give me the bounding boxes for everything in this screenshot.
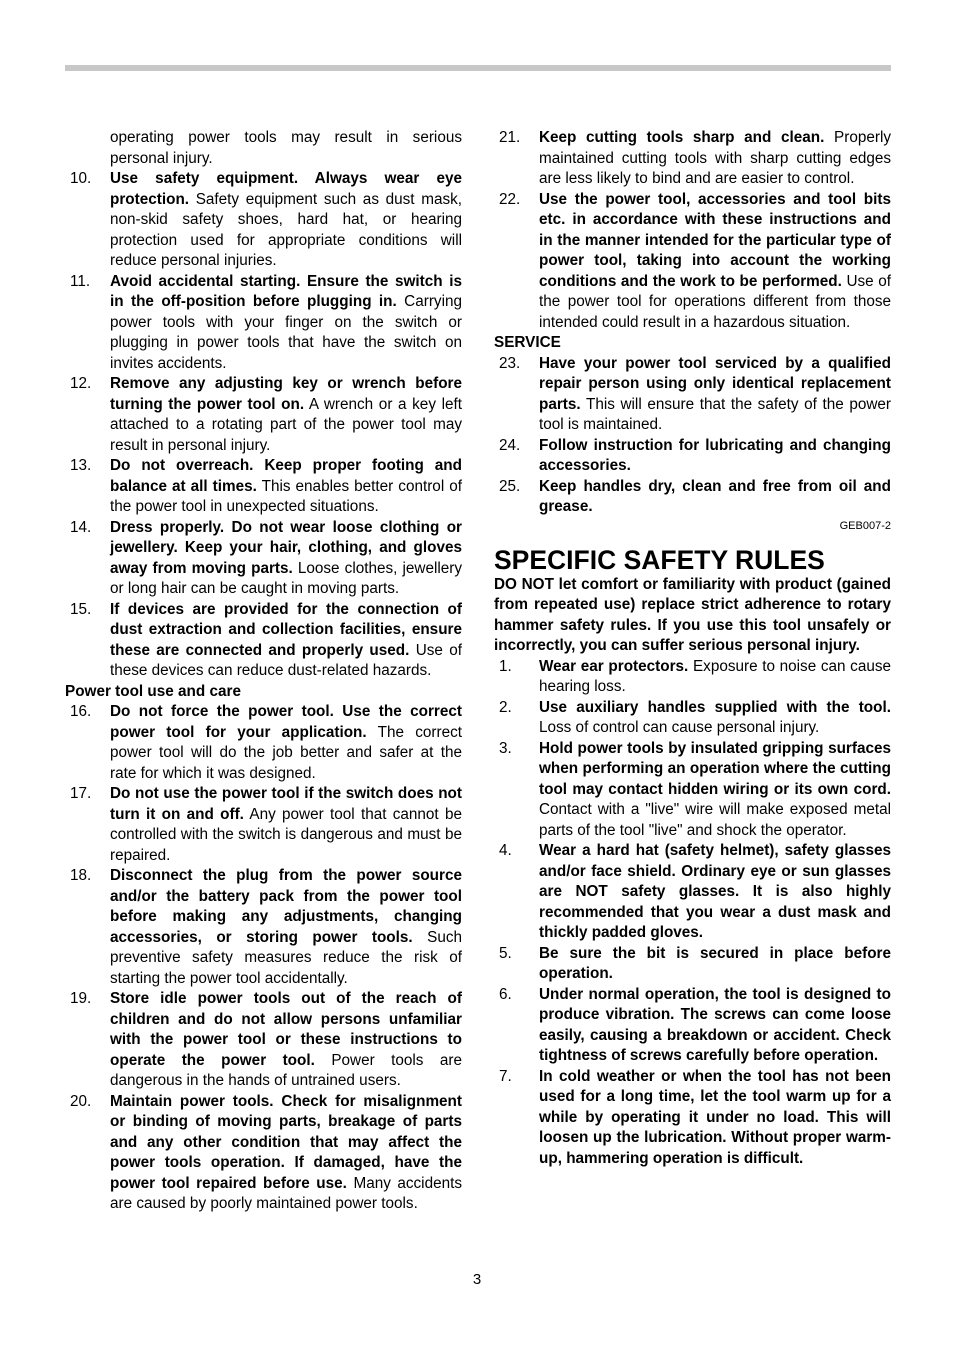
list-item xyxy=(65,600,462,682)
item-bold-text: Avoid accidental starting. Ensure the switch is in the off-position before plugging in. xyxy=(110,272,462,310)
left-list-b xyxy=(65,702,462,1215)
item-text: Exposure to noise can cause hearing loss. xyxy=(539,657,892,695)
page-number: 3 xyxy=(472,1271,482,1288)
item-number: 12. xyxy=(70,375,92,392)
list-item xyxy=(494,657,891,698)
list-item xyxy=(65,989,462,1092)
left-list-a xyxy=(65,169,462,682)
item-number: 14. xyxy=(70,518,92,536)
item-bold-text: Use the power tool, accessories and tool bits etc. in accordance with these instructions and in the manner intended for the particular type of power tool, taking into account the working conditions and the work to be performed. xyxy=(539,190,891,290)
list-item xyxy=(494,841,891,944)
item-number: 25. xyxy=(499,477,521,495)
item-number: 11. xyxy=(70,272,91,290)
item-number: 10. xyxy=(70,170,92,187)
item-bold-text: In cold weather or when the tool has not been used for a long time, let the tool warm up for a while by operating it under no load. This will loosen up the lubrication. Without proper warm-up, hammering operation is difficult. xyxy=(539,1067,891,1167)
item-bold-text: Keep cutting tools sharp and clean. xyxy=(539,129,825,146)
item-bold-text: Do not force the power tool. Use the correct power tool for your application. xyxy=(110,703,462,741)
specific-safety-rules-title: SPECIFIC SAFETY RULES xyxy=(494,544,825,575)
item-number: 18. xyxy=(70,867,92,884)
item-bold-text: Follow instruction for lubricating and changing accessories. xyxy=(539,436,891,474)
item-text: Loss of control can cause personal injury. xyxy=(539,719,820,736)
item-bold-text: Use auxiliary handles supplied with the tool. xyxy=(539,698,891,716)
list-item xyxy=(494,354,891,436)
item-text: Such preventive safety measures reduce the risk of starting the power tool accidentally. xyxy=(110,928,462,987)
item-number: 2. xyxy=(499,698,512,716)
right-list-a xyxy=(494,128,891,333)
right-list-b xyxy=(494,354,891,518)
item-number: 7. xyxy=(499,1067,512,1085)
item-number: 1. xyxy=(499,657,512,675)
list-item xyxy=(494,739,891,842)
item-bold-text: Wear ear protectors. xyxy=(539,657,689,675)
item-text: Use of these devices can reduce dust-related hazards. xyxy=(110,641,462,679)
list-item xyxy=(65,456,462,518)
list-item xyxy=(65,702,462,784)
item-number: 19. xyxy=(70,990,92,1007)
item-text: Use of the power tool for operations different from those intended could result in a hazardous situation. xyxy=(539,272,892,331)
item-bold-text: Wear a hard hat (safety helmet), safety glasses and/or face shield. Ordinary eye or sun glasses are NOT safety glasses. It is also highly recommended that you wear a dust mask and thickly padded gloves. xyxy=(539,842,891,941)
item-text: Many accidents are caused by poorly maintained power tools. xyxy=(110,1174,463,1212)
item-text: Safety equipment such as dust mask, non-skid safety shoes, hard hat, or hearing protection used for appropriate conditions will reduce personal injuries. xyxy=(110,190,462,269)
item-number: 24. xyxy=(499,436,521,454)
list-item xyxy=(494,944,891,985)
item-number: 15. xyxy=(70,600,92,618)
item-number: 5. xyxy=(499,944,512,962)
item-text: This enables better control of the power tool in unexpected situations. xyxy=(110,477,462,515)
item-text: Contact with a "live" wire will make exposed metal parts of the tool "live" and shock the operator. xyxy=(539,801,891,839)
item-number: 4. xyxy=(499,842,512,859)
item-bold-text: Do not overreach. Keep proper footing and balance at all times. xyxy=(110,457,462,495)
item-text: Any power tool that cannot be controlled with the switch is dangerous and must be repaired. xyxy=(110,805,462,864)
item-bold-text: Store idle power tools out of the reach of children and do not allow persons unfamiliar with the power tool or these instructions to operate the power tool. xyxy=(110,990,462,1069)
item-number: 21. xyxy=(499,129,521,146)
item-bold-text: If devices are provided for the connection of dust extraction and collection facilities, ensure these are connected and properly used. xyxy=(110,600,462,659)
item-text: The correct power tool will do the job better and safer at the rate for which it was designed. xyxy=(110,723,462,782)
list-item xyxy=(65,1092,462,1215)
document-code: GEB007-2 xyxy=(839,519,891,532)
item-number: 17. xyxy=(70,785,92,802)
item-text: Loose clothes, jewellery or long hair can be caught in moving parts. xyxy=(110,559,462,597)
list-item xyxy=(494,477,891,518)
item-bold-text: Be sure the bit is secured in place before operation. xyxy=(539,944,891,982)
item-bold-text: Dress properly. Do not wear loose clothing or jewellery. Keep your hair, clothing, and gloves away from moving parts. xyxy=(110,518,462,577)
right-list-c xyxy=(494,657,891,1170)
list-item xyxy=(494,1067,891,1170)
item-bold-text: Hold power tools by insulated gripping surfaces when performing an operation where the cutting tool may contact hidden wiring or its own cord. xyxy=(539,739,891,798)
continuation-text: operating power tools may result in serious personal injury. xyxy=(110,129,462,167)
list-item xyxy=(494,985,891,1067)
item-number: 6. xyxy=(499,985,512,1003)
list-item xyxy=(65,374,462,456)
right-column xyxy=(494,128,891,1169)
list-item xyxy=(65,866,462,989)
list-item xyxy=(65,272,462,375)
item-bold-text: Under normal operation, the tool is designed to produce vibration. The screws can come loose easily, causing a breakdown or accident. Check tightness of screws carefully before operation. xyxy=(539,985,891,1064)
item-bold-text: Do not use the power tool if the switch does not turn it on and off. xyxy=(110,785,462,823)
section-heading-power-tool-use: Power tool use and care xyxy=(65,682,241,700)
item-number: 22. xyxy=(499,190,521,208)
item-text: Carrying power tools with your finger on the switch or plugging in power tools that have the switch on invites accidents. xyxy=(110,293,462,372)
item-number: 23. xyxy=(499,354,521,372)
specific-rules-intro: DO NOT let comfort or familiarity with product (gained from repeated use) replace strict adherence to rotary hammer safety rules. If you use this tool unsafely or incorrectly, you can suffer serious personal injury. xyxy=(494,575,891,654)
section-heading-service: SERVICE xyxy=(494,334,561,351)
item-bold-text: Remove any adjusting key or wrench before turning the power tool on. xyxy=(110,375,462,413)
item-bold-text: Use safety equipment. Always wear eye protection. xyxy=(110,170,462,208)
left-column xyxy=(65,128,462,1215)
list-item xyxy=(494,128,891,190)
item-bold-text: Keep handles dry, clean and free from oil and grease. xyxy=(539,477,891,515)
item-text: Power tools are dangerous in the hands of untrained users. xyxy=(110,1051,462,1089)
item-bold-text: Disconnect the plug from the power source and/or the battery pack from the power tool before making any adjustments, changing accessories, or storing power tools. xyxy=(110,867,462,946)
list-item xyxy=(494,698,891,739)
item-number: 20. xyxy=(70,1092,92,1110)
list-item xyxy=(494,190,891,334)
item-bold-text: Have your power tool serviced by a qualified repair person using only identical replacement parts. xyxy=(539,354,891,413)
item-bold-text: Maintain power tools. Check for misalignment or binding of moving parts, breakage of parts and any other condition that may affect the power tools operation. If damaged, have the power tool repaired before use. xyxy=(110,1092,462,1192)
item-number: 16. xyxy=(70,703,92,720)
list-item xyxy=(65,784,462,866)
list-item xyxy=(494,436,891,477)
list-item xyxy=(65,518,462,600)
item-text: Properly maintained cutting tools with sharp cutting edges are less likely to bind and are easier to control. xyxy=(539,129,891,187)
item-text: This will ensure that the safety of the power tool is maintained. xyxy=(539,395,891,433)
list-item xyxy=(65,169,462,272)
item-number: 3. xyxy=(499,739,512,757)
header-rule xyxy=(65,65,891,71)
item-number: 13. xyxy=(70,457,92,474)
item-text: A wrench or a key left attached to a rotating part of the power tool may result in personal injury. xyxy=(110,395,462,454)
